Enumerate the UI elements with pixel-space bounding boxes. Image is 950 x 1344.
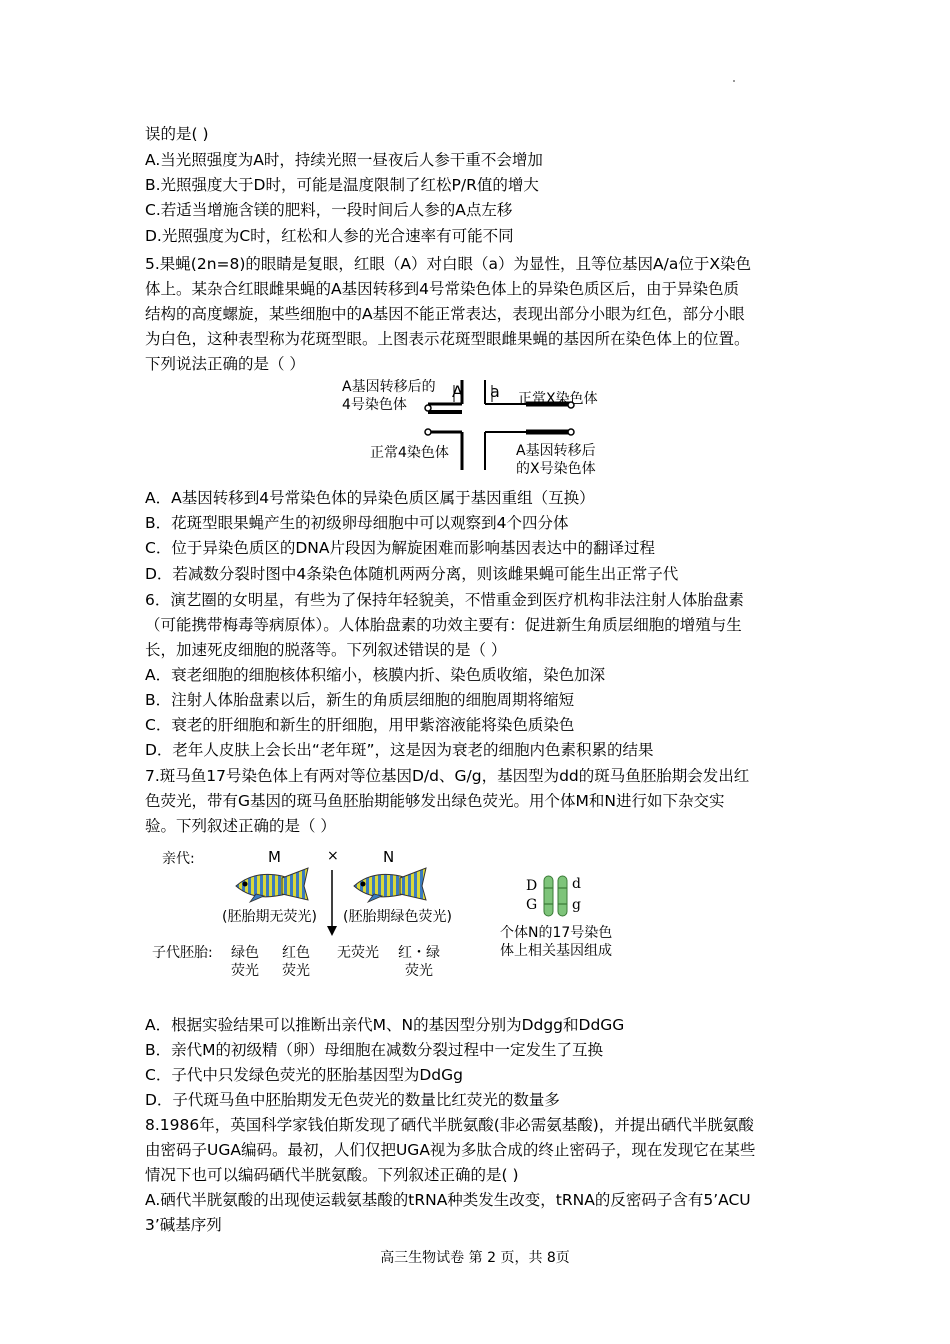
parent-label: 亲代: — [162, 851, 195, 867]
label-a-transfer-x-line2: 的X号染色体 — [516, 461, 596, 477]
text-line: 误的是( ) — [145, 125, 209, 143]
offspring-red-line1: 红色 — [282, 945, 310, 961]
text-line: 由密码子UGA编码。最初，人们仅把UGA视为多肽合成的终止密码子，现在发现它在某些 — [145, 1141, 756, 1159]
text-line: 色荧光，带有G基因的斑马鱼胚胎期能够发出绿色荧光。用个体M和N进行如下杂交实 — [145, 792, 725, 810]
text-line: A．根据实验结果可以推断出亲代M、N的基因型分别为Ddgg和DdGG — [145, 1016, 625, 1034]
text-line: A.当光照强度为A时，持续光照一昼夜后人参干重不会增加 — [145, 151, 543, 169]
offspring-green-line2: 荧光 — [231, 963, 259, 979]
gene-label-a: a — [490, 382, 500, 401]
n-chromosome-caption-line2: 体上相关基因组成 — [500, 943, 612, 959]
text-line: B．花斑型眼果蝇产生的初级卵母细胞中可以观察到4个四分体 — [145, 514, 569, 532]
offspring-red-line2: 荧光 — [282, 963, 310, 979]
gene-G: G — [526, 897, 538, 913]
text-line: A．衰老细胞的细胞核体积缩小，核膜内折、染色质收缩，染色加深 — [145, 666, 606, 684]
text-line: 情况下也可以编码硒代半胱氨酸。下列叙述正确的是( ) — [145, 1166, 519, 1184]
fish-n-icon — [348, 866, 430, 904]
text-line: A.硒代半胱氨酸的出现使运载氨基酸的tRNA种类发生改变，tRNA的反密码子含有5’ACU — [145, 1191, 751, 1209]
page-footer: 高三生物试卷 第 2 页，共 8页 — [380, 1250, 570, 1266]
label-normal-x: 正常X染色体 — [518, 391, 598, 407]
text-line: 体上。某杂合红眼雌果蝇的A基因转移到4号常染色体上的异染色质区后，由于异染色质 — [145, 280, 739, 298]
text-line: 验。下列叙述正确的是（ ） — [145, 817, 336, 835]
text-line: 3’碱基序列 — [145, 1216, 222, 1234]
fish-m-icon — [230, 866, 312, 904]
gene-D: D — [526, 878, 538, 894]
gene-d: d — [572, 876, 581, 892]
text-line: B.光照强度大于D时，可能是温度限制了红松P/R值的增大 — [145, 176, 539, 194]
offspring-redgreen-line2: 荧光 — [405, 963, 433, 979]
text-line: 下列说法正确的是（ ） — [145, 355, 305, 373]
n-chromosome-caption-line1: 个体N的17号染色 — [500, 925, 613, 941]
text-line: 6．演艺圈的女明星，有些为了保持年轻貌美，不惜重金到医疗机构非法注射人体胎盘素 — [145, 591, 744, 609]
label-a-transfer-chr4-line2: 4号染色体 — [342, 397, 407, 413]
text-line: B．注射人体胎盘素以后，新生的角质层细胞的细胞周期将缩短 — [145, 691, 575, 709]
offspring-green-line1: 绿色 — [231, 945, 259, 961]
text-line: C．位于异染色质区的DNA片段因为解旋困难而影响基因表达中的翻译过程 — [145, 539, 655, 557]
gene-g: g — [572, 897, 581, 913]
text-line: 长，加速死皮细胞的脱落等。下列叙述错误的是（ ） — [145, 641, 507, 659]
label-normal-chr4: 正常4染色体 — [370, 445, 449, 461]
label-a-transfer-x-line1: A基因转移后 — [516, 443, 596, 459]
parent-n-label: N — [383, 848, 395, 866]
parent-n-desc: (胚胎期绿色荧光) — [343, 909, 452, 925]
text-line: C．子代中只发绿色荧光的胚胎基因型为DdGg — [145, 1066, 463, 1084]
text-line: C．衰老的肝细胞和新生的肝细胞，用甲紫溶液能将染色质染色 — [145, 716, 575, 734]
text-line: D.光照强度为C时，红松和人参的光合速率有可能不同 — [145, 227, 514, 245]
text-line: D．老年人皮肤上会长出“老年斑”，这是因为衰老的细胞内色素积累的结果 — [145, 741, 654, 759]
parent-m-label: M — [268, 848, 281, 866]
text-line: 结构的高度螺旋，某些细胞中的A基因不能正常表达，表现出部分小眼为红色，部分小眼 — [145, 305, 745, 323]
text-line: D．若减数分裂时图中4条染色体随机两两分离，则该雌果蝇可能生出正常子代 — [145, 565, 679, 583]
text-line: 7.斑马鱼17号染色体上有两对等位基因D/d、G/g，基因型为dd的斑马鱼胚胎期会发出红 — [145, 767, 750, 785]
chromosome-pair-icon — [542, 874, 570, 918]
text-line: 为白色，这种表型称为花斑型眼。上图表示花斑型眼雌果蝇的基因所在染色体上的位置。 — [145, 330, 750, 348]
text-line: C.若适当增施含镁的肥料，一段时间后人参的A点左移 — [145, 201, 513, 219]
offspring-none: 无荧光 — [337, 945, 379, 961]
text-line: （可能携带梅毒等病原体）。人体胎盘素的功效主要有：促进新生角质层细胞的增殖与生 — [145, 616, 742, 634]
gene-label-A: A — [452, 382, 463, 401]
parent-m-desc: (胚胎期无荧光) — [222, 909, 317, 925]
cross-symbol: × — [327, 848, 339, 864]
text-line: A．A基因转移到4号常染色体的异染色质区属于基因重组（互换） — [145, 489, 595, 507]
text-line: 5.果蝇(2n=8)的眼睛是复眼，红眼（A）对白眼（a）为显性，且等位基因A/a位于X染色 — [145, 255, 751, 273]
text-line: B．亲代M的初级精（卵）母细胞在减数分裂过程中一定发生了互换 — [145, 1041, 604, 1059]
text-line: 8.1986年，英国科学家钱伯斯发现了硒代半胱氨酸(非必需氨基酸)，并提出硒代半胱氨酸 — [145, 1116, 754, 1134]
text-line: D．子代斑马鱼中胚胎期发无色荧光的数量比红荧光的数量多 — [145, 1091, 560, 1109]
offspring-redgreen-line1: 红・绿 — [398, 945, 440, 961]
down-arrow-icon — [326, 870, 338, 936]
label-a-transfer-chr4-line1: A基因转移后的 — [342, 379, 436, 395]
offspring-label: 子代胚胎: — [152, 945, 213, 961]
scan-dot — [733, 80, 735, 82]
